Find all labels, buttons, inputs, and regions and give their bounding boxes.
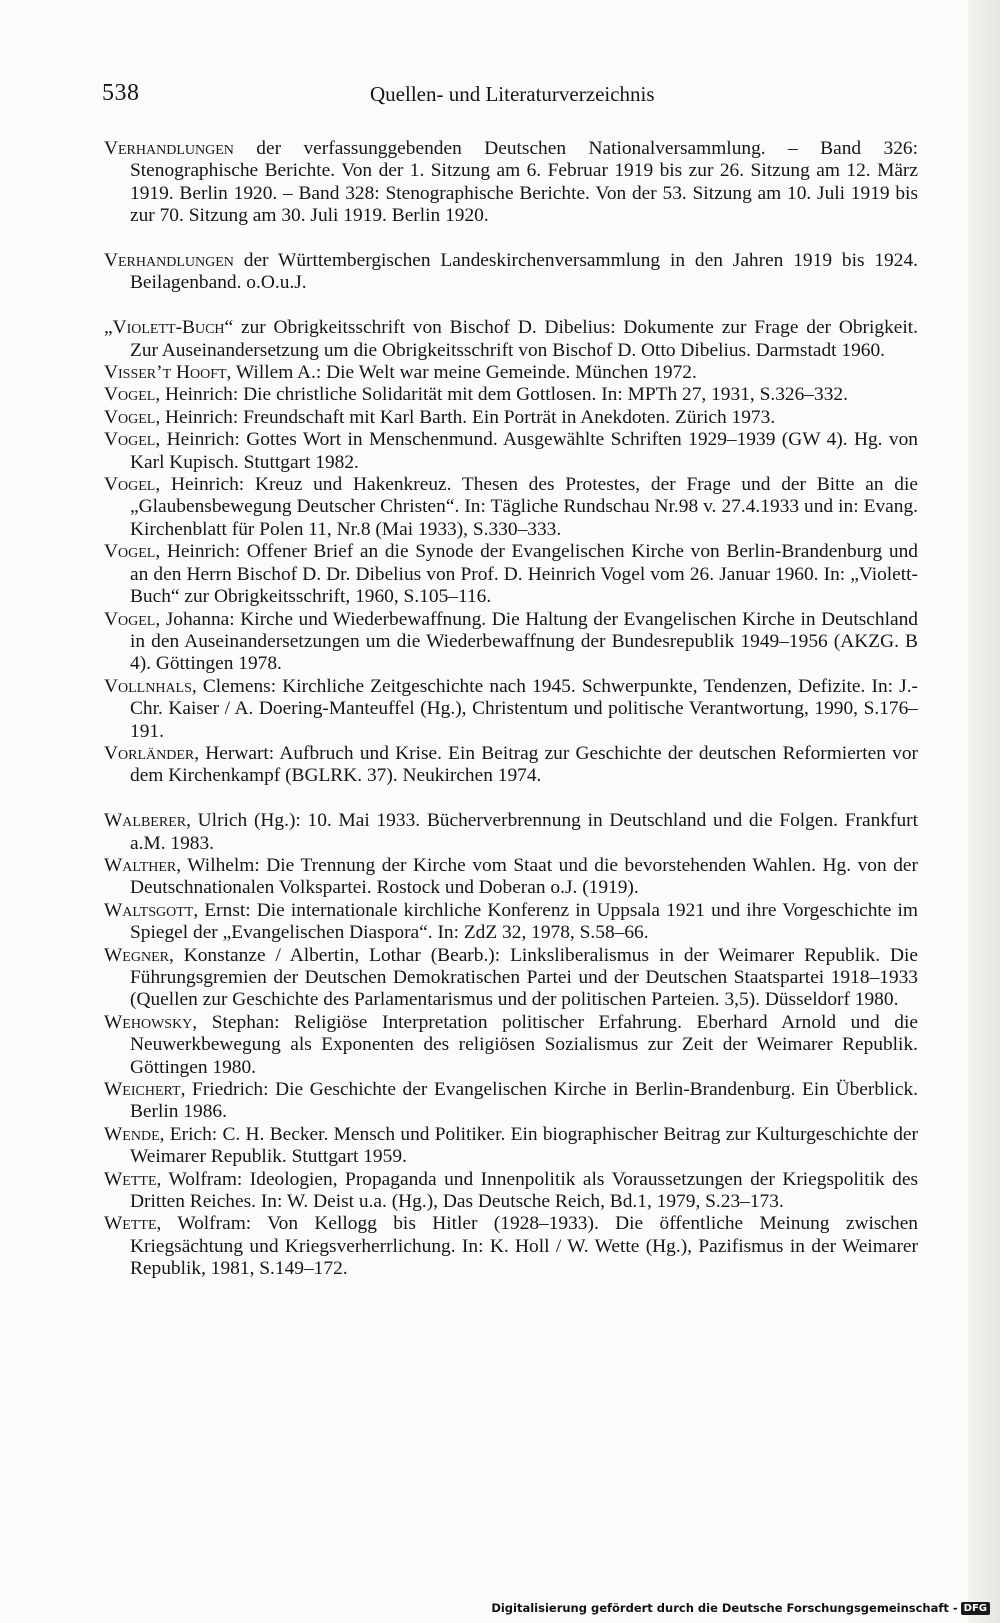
footer-text: Digitalisierung gefördert durch die Deutsche Forschungsgemeinschaft -	[491, 1601, 958, 1615]
bibliography-entry	[104, 676, 918, 743]
entry-author: „Violett-Buch“	[104, 317, 234, 339]
bibliography-entry	[104, 407, 918, 429]
entry-text: Wolfram: Ideologien, Propaganda und Innenpolitik als Voraussetzungen der Kriegspolitik des Dritten Reiches. In: W. Deist u.a. (Hg.), Das Deutsche Reich, Bd.1, 1979, S.23–173.	[130, 1168, 918, 1213]
bibliography-entry	[104, 474, 918, 541]
entry-author: Verhandlungen	[104, 138, 234, 159]
entry-author: Vogel,	[104, 608, 161, 630]
entry-author: Vogel,	[104, 541, 161, 563]
bibliography-entry	[104, 1079, 918, 1124]
bibliography-entry	[104, 743, 918, 788]
entry-text: der verfassunggebenden Deutschen Nationalversammlung. – Band 326: Stenographische Berichte. Von der 1. Sitzung am 6. Februar 1919 bis zur 26. Sitzung am 12. März 1919. Berlin 1920. – Band 328: Stenographische Berichte. Von der 53. Sitzung am 10. Juli 1919 bis zur 70. Sitzung am 30. Juli 1919. Berlin 1920.	[130, 138, 918, 227]
bibliography-entry	[104, 945, 918, 1012]
bibliography-entry	[104, 541, 918, 608]
entry-text: Willem A.: Die Welt war meine Gemeinde. München 1972.	[231, 362, 697, 384]
entry-text: Herwart: Aufbruch und Krise. Ein Beitrag zur Geschichte der deutschen Reformierten vor dem Kirchenkampf (BGLRK. 37). Neukirchen 1974.	[130, 742, 918, 787]
entry-author: Wende,	[104, 1123, 165, 1145]
bibliography-entry	[104, 1213, 918, 1280]
entry-text: Heinrich: Die christliche Solidarität mit dem Gottlosen. In: MPTh 27, 1931, S.326–332.	[160, 384, 848, 406]
entry-text: Erich: C. H. Becker. Mensch und Politiker. Ein biographischer Beitrag zur Kulturgeschichte der Weimarer Republik. Stuttgart 1959.	[130, 1123, 918, 1168]
entry-author: Vogel,	[104, 384, 161, 406]
entry-author: Vogel,	[104, 429, 161, 451]
page-number: 538	[102, 80, 140, 106]
entry-text: Friedrich: Die Geschichte der Evangelischen Kirche in Berlin-Brandenburg. Ein Überblick. Berlin 1986.	[130, 1079, 918, 1123]
bibliography-list	[104, 138, 918, 1281]
entry-text: Stephan: Religiöse Interpretation politischer Erfahrung. Eberhard Arnold und die Neuwerkbewegung als Exponenten des religiösen Sozialismus zur Zeit der Weimarer Republik. Göttingen 1980.	[130, 1011, 918, 1078]
entry-text: Ernst: Die internationale kirchliche Konferenz in Uppsala 1921 und ihre Vorgeschichte im Spiegel der „Evangelischen Diaspora“. In: ZdZ 32, 1978, S.58–66.	[130, 899, 918, 944]
entry-author: Wehowsky,	[104, 1011, 198, 1033]
entry-author: Visser’t Hooft,	[104, 362, 232, 384]
entry-author: Wegner,	[104, 944, 174, 966]
entry-text: Heinrich: Gottes Wort in Menschenmund. Ausgewählte Schriften 1929–1939 (GW 4). Hg. von Karl Kupisch. Stuttgart 1982.	[130, 429, 918, 473]
bibliography-entry	[104, 810, 918, 855]
bibliography-entry	[104, 1012, 918, 1079]
bibliography-entry	[104, 900, 918, 945]
entry-author: Verhandlungen	[104, 250, 234, 272]
bibliography-entry	[104, 317, 918, 362]
bibliography-entry	[104, 1169, 918, 1214]
entry-text: Heinrich: Offener Brief an die Synode der Evangelischen Kirche von Berlin-Brandenburg und an den Herrn Bischof D. Dr. Dibelius von Prof. D. Heinrich Vogel vom 26. Januar 1960. In: „Violett-Buch“ zur Obrigkeitsschrift, 1960, S.105–116.	[130, 541, 918, 608]
bibliography-entry	[104, 250, 918, 295]
entry-text: Clemens: Kirchliche Zeitgeschichte nach 1945. Schwerpunkte, Tendenzen, Defizite. In: J.-Chr. Kaiser / A. Doering-Manteuffel (Hg.), Christentum und politische Verantwortung, 1990, S.176–191.	[130, 675, 918, 742]
entry-author: Walberer,	[104, 810, 191, 832]
entry-author: Wette,	[104, 1213, 162, 1235]
digitization-footer	[491, 1601, 990, 1615]
scan-shadow-edge	[968, 0, 1000, 1623]
entry-text: Wolfram: Von Kellogg bis Hitler (1928–1933). Die öffentliche Meinung zwischen Kriegsächtung und Kriegsverherrlichung. In: K. Holl / W. Wette (Hg.), Pazifismus in der Weimarer Republik, 1981, S.149–172.	[130, 1213, 918, 1280]
entry-text: Ulrich (Hg.): 10. Mai 1933. Bücherverbrennung in Deutschland und die Folgen. Frankfurt a.M. 1983.	[130, 810, 918, 854]
entry-text: Wilhelm: Die Trennung der Kirche vom Staat und die bevorstehenden Wahlen. Hg. von der Deutschnationalen Volkspartei. Rostock und Doberan o.J. (1919).	[130, 854, 918, 899]
entry-author: Vorländer,	[104, 742, 200, 764]
entry-author: Waltsgott,	[104, 899, 199, 921]
bibliography-entry	[104, 384, 918, 406]
bibliography-entry	[104, 138, 918, 228]
entry-author: Vollnhals,	[104, 675, 197, 697]
entry-text: Johanna: Kirche und Wiederbewaffnung. Die Haltung der Evangelischen Kirche in Deutschland in den Auseinandersetzungen um die Wiederbewaffnung der Bundesrepublik 1949–1956 (AKZG. B 4). Göttingen 1978.	[130, 608, 918, 675]
entry-author: Wette,	[104, 1168, 162, 1190]
bibliography-entry	[104, 855, 918, 900]
bibliography-entry	[104, 609, 918, 676]
entry-author: Weichert,	[104, 1079, 186, 1101]
entry-text: zur Obrigkeitsschrift von Bischof D. Dibelius: Dokumente zur Frage der Obrigkeit. Zur Auseinandersetzung um die Obrigkeitsschrift von Bischof D. Otto Dibelius. Darmstadt 1960.	[130, 317, 918, 361]
entry-text: der Württembergischen Landeskirchenversammlung in den Jahren 1919 bis 1924. Beilagenband. o.O.u.J.	[130, 250, 918, 294]
entry-text: Heinrich: Kreuz und Hakenkreuz. Thesen des Protestes, der Frage und der Bitte an die „Glaubensbewegung Deutscher Christen“. In: Tägliche Rundschau Nr.98 v. 27.4.1933 und in: Evang. Kirchenblatt für Polen 11, Nr.8 (Mai 1933), S.330–333.	[130, 474, 918, 540]
bibliography-entry	[104, 362, 918, 384]
entry-text: Heinrich: Freundschaft mit Karl Barth. Ein Porträt in Anekdoten. Zürich 1973.	[160, 406, 776, 428]
running-title: Quellen- und Literaturverzeichnis	[370, 82, 655, 106]
entry-author: Vogel,	[104, 474, 161, 496]
entry-author: Walther,	[104, 854, 182, 876]
bibliography-entry	[104, 429, 918, 474]
bibliography-entry	[104, 1124, 918, 1169]
entry-text: Konstanze / Albertin, Lothar (Bearb.): Linksliberalismus in der Weimarer Republik. Die Führungsgremien der Deutschen Demokratischen Partei und der Deutschen Staatspartei 1918–1933 (Quellen zur Geschichte des Parlamentarismus und der politischen Parteien. 3,5). Düsseldorf 1980.	[130, 944, 918, 1011]
entry-author: Vogel,	[104, 406, 161, 428]
dfg-logo: DFG	[961, 1602, 990, 1615]
